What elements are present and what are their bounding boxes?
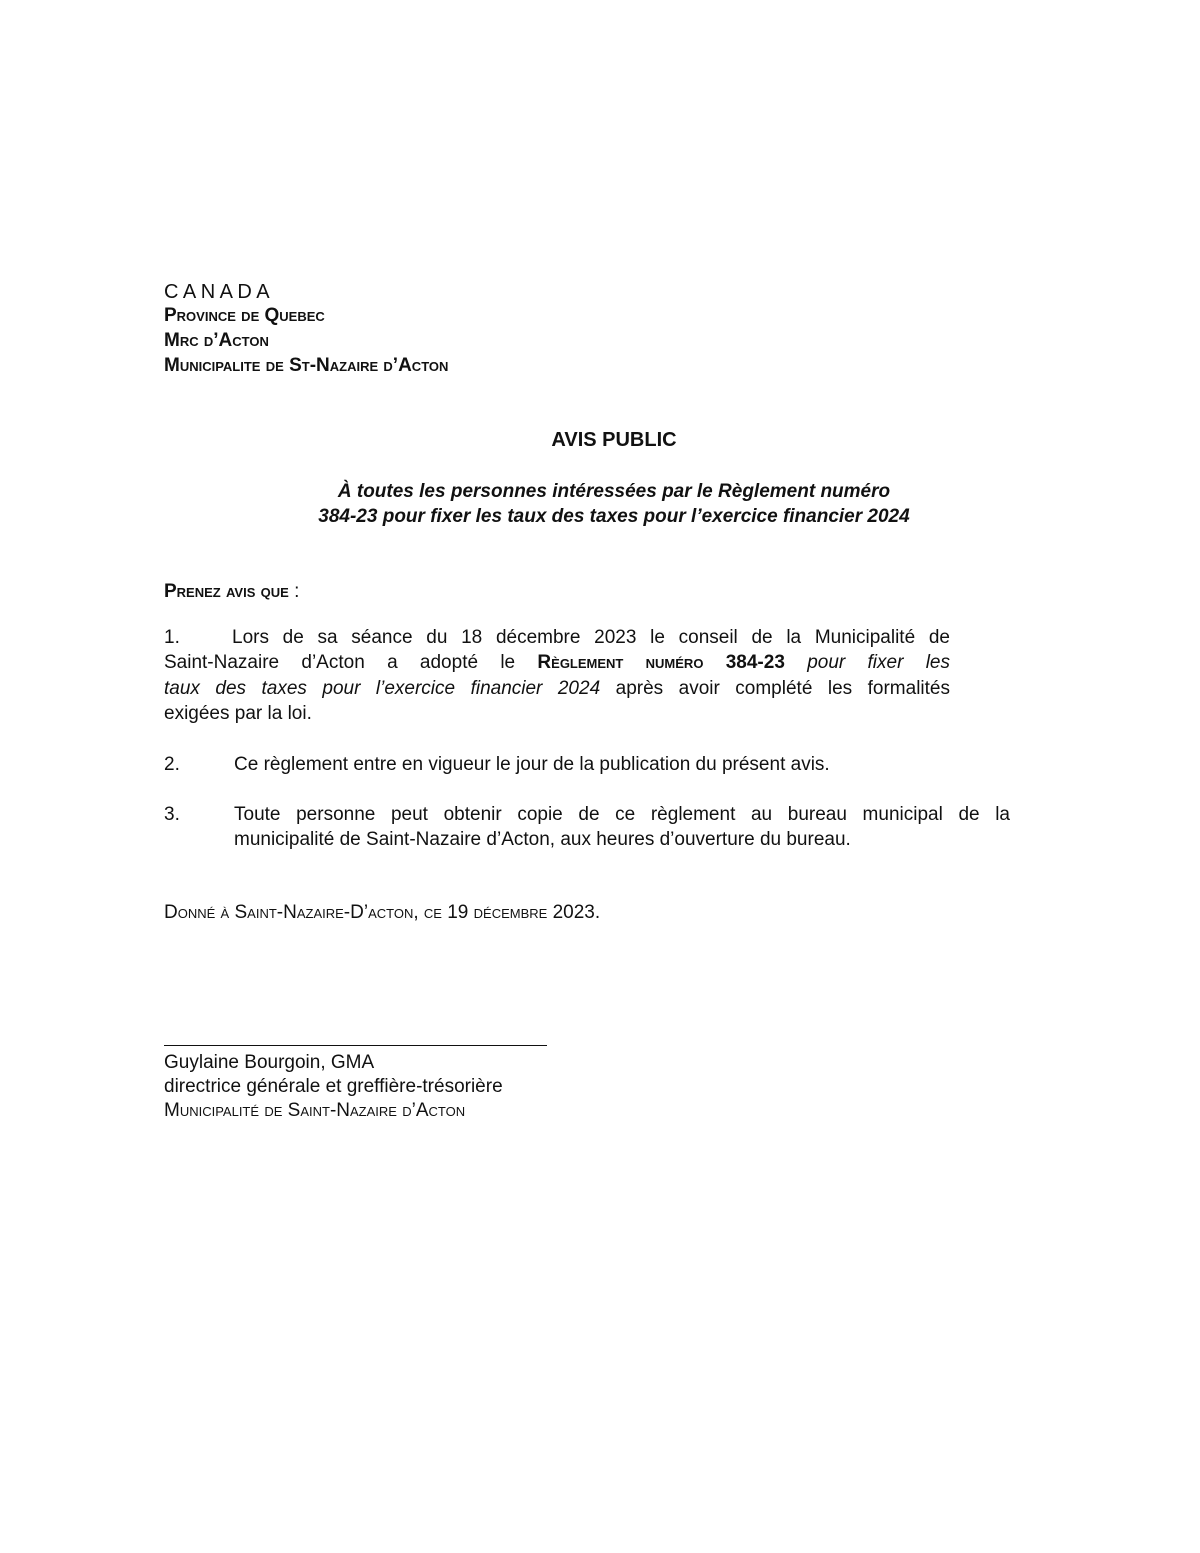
intro-label: Prenez avis que: [164, 581, 289, 602]
text: taux des taxes pour l’exercice financier 2024: [164, 678, 601, 699]
header-country: C A N A D A: [164, 281, 270, 303]
regulation-label: Règlement numéro: [537, 652, 704, 673]
item-2-number: 2.: [164, 754, 180, 775]
text: après avoir complété les formalités: [615, 678, 950, 699]
header-province: Province de Quebec: [164, 305, 325, 326]
signatory-organization: Municipalité de Saint-Nazaire d’Acton: [164, 1100, 466, 1121]
header-municipality: Municipalite de St-Nazaire d’Acton: [164, 355, 449, 376]
intro-colon: :: [288, 581, 300, 602]
regulation-number: 384-23: [725, 652, 785, 673]
given-at: Donné à Saint-Nazaire-D’acton, ce 19 décembre 2023.: [164, 902, 601, 923]
page-title: AVIS PUBLIC: [551, 429, 677, 451]
item-3-line-2: municipalité de Saint-Nazaire d’Acton, aux heures d’ouverture du bureau.: [234, 829, 851, 850]
item-3-line-1: Toute personne peut obtenir copie de ce règlement au bureau municipal de la: [234, 804, 1010, 825]
item-1-line-1: Lors de sa séance du 18 décembre 2023 le conseil de la Municipalité de: [232, 627, 950, 648]
item-2-line-1: Ce règlement entre en vigueur le jour de la publication du présent avis.: [234, 754, 830, 775]
item-1-line-3: [164, 677, 950, 701]
item-1-line-4: exigées par la loi.: [164, 703, 312, 724]
item-1-line-2: [164, 651, 950, 675]
signatory-role: directrice générale et greffière-trésorière: [164, 1076, 503, 1097]
signatory-name: Guylaine Bourgoin, GMA: [164, 1052, 375, 1073]
subtitle-line-2: 384-23 pour fixer les taux des taxes pour l’exercice financier 2024: [318, 506, 910, 527]
header-mrc: Mrc d’Acton: [164, 330, 269, 351]
signature-line: [164, 1045, 547, 1046]
item-1-number: 1.: [164, 627, 180, 648]
text: Saint-Nazaire d’Acton a adopté le: [164, 652, 538, 673]
intro: [164, 580, 299, 604]
subtitle-line-1: À toutes les personnes intéressées par le Règlement numéro: [337, 481, 891, 502]
text: pour fixer les: [807, 652, 950, 673]
item-3-number: 3.: [164, 804, 180, 825]
